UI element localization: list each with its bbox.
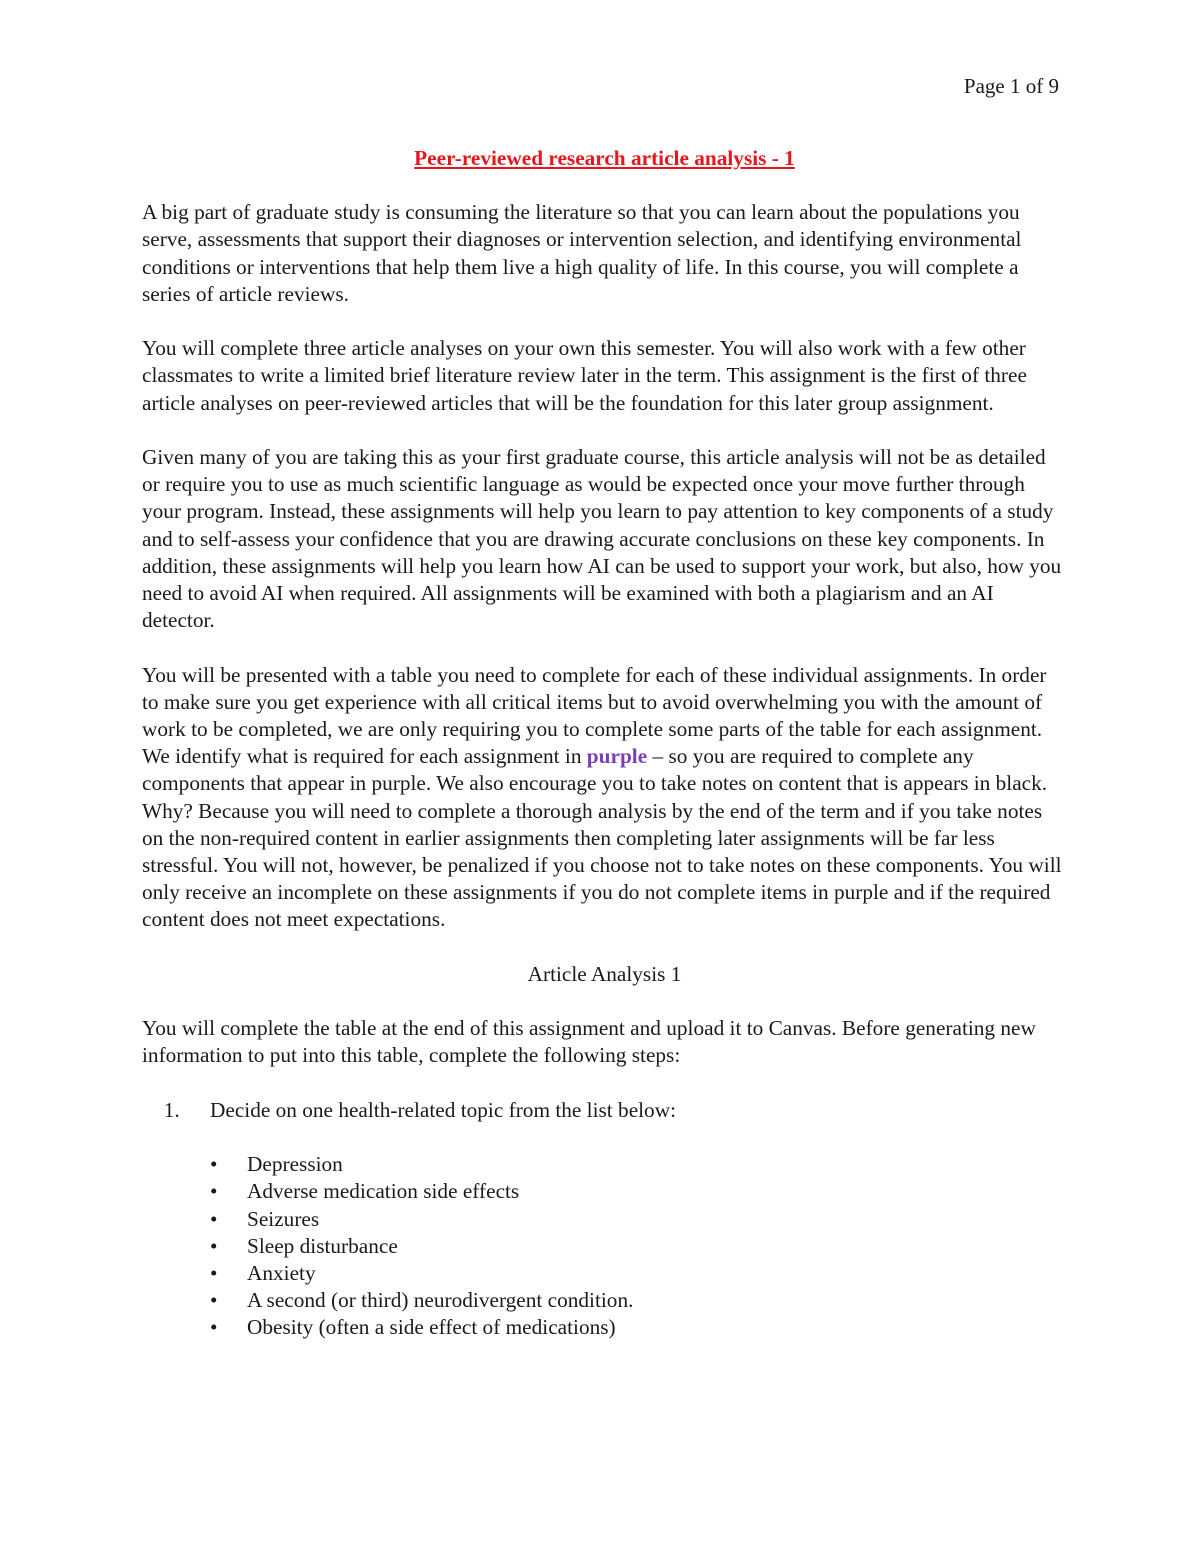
step-text: Decide on one health-related topic from the list below:: [210, 1097, 677, 1122]
bullet-icon: •: [210, 1288, 218, 1313]
bullet-icon: •: [210, 1315, 218, 1340]
bullet-icon: •: [210, 1206, 218, 1231]
bullet-icon: •: [210, 1261, 218, 1286]
paragraph-purpose: Given many of you are taking this as your first graduate course, this article analysis will not be as detailed or require you to use as much scientific language as would be expected once your move further through your program. Instead, these assignments will help you learn to pay attention to key components of a study and to self-assess your confidence that you are drawing accurate conclusions on these key components. In addition, these assignments will help you learn how AI can be used to support your work, but also, how you need to avoid AI when required. All assignments will be examined with both a plagiarism and an AI detector.: [142, 445, 1062, 633]
paragraph-intro: A big part of graduate study is consuming the literature so that you can learn about the populations you serve, assessments that support their diagnoses or intervention selection, and identifying environmental conditions or interventions that help them live a high quality of life. In this course, you will complete a series of article reviews.: [142, 200, 1022, 306]
bullet-icon: •: [210, 1179, 218, 1204]
topic-item: [210, 1206, 1067, 1233]
paragraph-overview: You will complete three article analyses on your own this semester. You will also work with a few other classmates to write a limited brief literature review later in the term. This assignment is the first of three article analyses on peer-reviewed articles that will be the foundation for this later group assignment.: [142, 336, 1027, 415]
step-item: [185, 1097, 1067, 1342]
requirements-text-before: You will be presented with a table you need to complete for each of these individual assignments. In order to make sure you get experience with all critical items but to avoid overwhelming you with the amount of work to be completed, we are only requiring you to complete some parts of the table for each assignment. We identify what is required for each assignment in: [142, 662, 1047, 769]
paragraph-instructions: You will complete the table at the end of this assignment and upload it to Canvas. Before generating new information to put into this table, complete the following steps:: [142, 1016, 1036, 1068]
topic-list: [210, 1151, 1067, 1341]
topic-label: Depression: [247, 1152, 343, 1177]
topic-item: [210, 1260, 1067, 1287]
paragraph-requirements: [142, 662, 1067, 934]
topic-item: [210, 1314, 1067, 1341]
topic-item: [210, 1233, 1067, 1260]
purple-keyword: purple: [586, 744, 648, 769]
bullet-icon: •: [210, 1233, 218, 1258]
topic-item: [210, 1151, 1067, 1178]
topic-label: Sleep disturbance: [247, 1233, 398, 1258]
bullet-icon: •: [210, 1152, 218, 1177]
topic-label: Obesity (often a side effect of medications): [247, 1315, 616, 1340]
document-title: Peer-reviewed research article analysis - 1: [414, 146, 795, 170]
topic-item: [210, 1178, 1067, 1205]
document-body: [142, 145, 1067, 1369]
topic-item: [210, 1287, 1067, 1314]
topic-label: Adverse medication side effects: [247, 1179, 520, 1204]
topic-label: Anxiety: [247, 1261, 316, 1286]
section-heading: Article Analysis 1: [527, 961, 682, 986]
page-number: Page 1 of 9: [963, 74, 1059, 98]
topic-label: Seizures: [247, 1206, 320, 1231]
steps-list: [142, 1097, 1067, 1342]
requirements-text-after: – so you are required to complete any components that appear in purple. We also encourage you to take notes on content that is appears in black. Why? Because you will need to complete a thorough analysis by the end of the term and if you take notes on the non-required content in earlier assignments then completing later assignments will be far less stressful. You will not, however, be penalized if you choose not to take notes on these components. You will only receive an incomplete on these assignments if you do not complete items in purple and if the required content does not meet expectations.: [142, 744, 1062, 932]
topic-label: A second (or third) neurodivergent condition.: [247, 1288, 634, 1313]
